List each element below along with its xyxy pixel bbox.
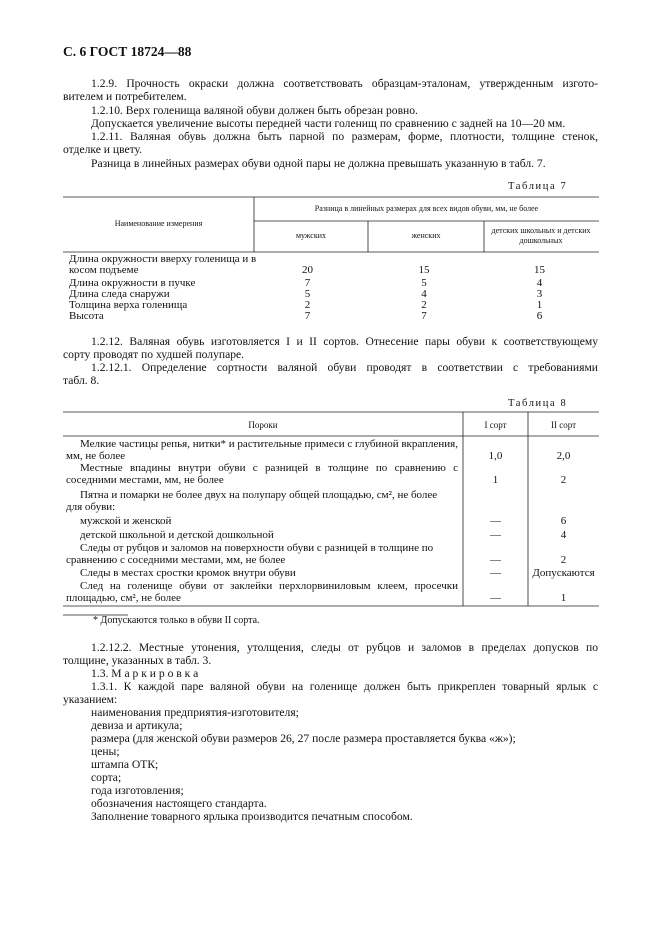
paragraph-1-2-12-1-line1: 1.2.12.1. Определение сортности валяной обуви проводят в соответствии с требованиями xyxy=(91,361,598,374)
paragraph-1-2-10: 1.2.10. Верх голенища валяной обуви должен быть обрезан ровно. xyxy=(91,104,418,117)
table8-head-grade2: II сорт xyxy=(550,420,577,430)
table7-row-name: Высота xyxy=(69,310,104,322)
table8-cell: — xyxy=(490,529,501,541)
paragraph-1-2-11-line1: 1.2.11. Валяная обувь должна быть парной по размерам, форме, плотности, толщине стенок, xyxy=(91,130,598,143)
table7-cell: 1 xyxy=(536,299,543,311)
table8-cell: 2 xyxy=(560,474,567,486)
paragraph-allowance: Допускается увеличение высоты передней части голенищ по сравнению с задней на 10—20 мм. xyxy=(91,117,566,130)
paragraph-1-2-11-line2: отделке и цвету. xyxy=(63,143,143,156)
table7-head-women: женских xyxy=(411,231,441,240)
list-item: девиза и артикула; xyxy=(91,719,183,732)
table7-cell: 3 xyxy=(536,288,543,300)
table8-row-text: След на голенище обуви от заклейки перхлорвиниловым клеем, просечки xyxy=(80,580,458,592)
table8-cell: Допускаются xyxy=(532,567,595,579)
table7-head-children: детских школьных и детских дошкольных xyxy=(491,226,591,245)
paragraph-1-3-1-line2: указанием: xyxy=(63,693,118,706)
table8-cell: 2,0 xyxy=(556,450,571,462)
table8-row-text: соседними местами, мм, не более xyxy=(66,474,224,486)
table7-cell: 7 xyxy=(304,310,311,322)
paragraph-1-2-12-line1: 1.2.12. Валяная обувь изготовляется I и II сортов. Отнесение пары обуви к соответствующему xyxy=(91,335,598,348)
table8-row-text: Следы от рубцов и заломов на поверхности обуви с разницей в толщине по xyxy=(80,542,434,554)
table8-row-text: для обуви: xyxy=(66,501,116,513)
list-item: года изготовления; xyxy=(91,784,184,797)
table7-cell: 2 xyxy=(421,299,427,311)
table7-caption: Таблица 7 xyxy=(508,181,568,192)
table8-row-text: мужской и женской xyxy=(80,515,172,527)
table7-cell: 6 xyxy=(536,310,543,322)
paragraph-1-2-12-2-line2: толщине, указанных в табл. 3. xyxy=(63,654,212,667)
table8-row-text: сравнению с соседними местами, мм, не более xyxy=(66,554,286,566)
list-item: цены; xyxy=(91,745,120,758)
table7-cell: 5 xyxy=(421,277,427,289)
list-item: размера (для женской обуви размеров 26, 27 после размера проставляется буква «ж»); xyxy=(91,732,516,745)
paragraph-1-2-9-line2: вителем и потребителем. xyxy=(63,90,187,103)
table8-cell: — xyxy=(490,515,501,527)
table7-cell: 4 xyxy=(421,288,427,300)
table8-head-defects: Пороки xyxy=(248,420,278,430)
table7-cell: 2 xyxy=(304,299,311,311)
table8-cell: 2 xyxy=(560,554,567,566)
paragraph-1-2-12-line2: сорту проводят по худшей полупаре. xyxy=(63,348,245,361)
table8-cell: — xyxy=(490,554,501,566)
paragraph-size-difference: Разница в линейных размерах обуви одной пары не должна превышать указанную в табл. 7. xyxy=(91,157,546,170)
table8-row-text: Местные впадины внутри обуви с разницей в толщине по сравнению с xyxy=(80,462,458,474)
table8-cell: 1 xyxy=(560,592,567,604)
table8-cell: 1 xyxy=(492,474,499,486)
paragraph-1-2-9-line1: 1.2.9. Прочность окраски должна соответствовать образцам-эталонам, утвержденным изгото- xyxy=(91,77,598,90)
list-item: сорта; xyxy=(91,771,122,784)
table7-cell: 15 xyxy=(418,264,430,276)
table8-caption: Таблица 8 xyxy=(508,398,568,409)
paragraph-label-filling: Заполнение товарного ярлыка производится печатным способом. xyxy=(91,810,413,823)
section-heading-marking: 1.3. М а р к и р о в к а xyxy=(91,667,199,680)
table7-cell: 4 xyxy=(536,277,543,289)
table7-cell: 7 xyxy=(304,277,311,289)
table8-footnote: * Допускаются только в обуви II сорта. xyxy=(93,615,260,626)
table7-cell: 15 xyxy=(534,264,545,276)
table7-cell: 20 xyxy=(302,264,313,276)
table8-cell: — xyxy=(490,592,501,604)
page-header: С. 6 ГОСТ 18724—88 xyxy=(63,44,192,59)
list-item: наименования предприятия-изготовителя; xyxy=(91,706,299,719)
table8-cell: — xyxy=(490,567,501,579)
table8-cell: 4 xyxy=(560,529,567,541)
table8-cell: 6 xyxy=(560,515,567,527)
table8-row-text: мм, не более xyxy=(66,450,126,462)
paragraph-1-2-12-2-line1: 1.2.12.2. Местные утонения, утолщения, следы от рубцов и заломов в пределах допусков по xyxy=(91,641,598,654)
table8-row-text: детской школьной и детской дошкольной xyxy=(80,529,274,541)
table7-row-name: Толщина верха голенища xyxy=(69,299,188,311)
table8-cell: 1,0 xyxy=(488,450,503,462)
table7-row-name: Длина окружности в пучке xyxy=(69,277,196,289)
table8-row-text: Мелкие частицы репья, нитки* и растительные примеси с глубиной вкрапления, xyxy=(80,438,458,450)
table7-row-name: Длина окружности вверху голенища и в косом подъеме xyxy=(69,253,257,276)
table8-row-text: Следы в местах сростки кромок внутри обуви xyxy=(80,567,296,579)
table7-head-group: Разница в линейных размерах для всех видов обуви, мм, не более xyxy=(314,204,539,213)
table8-row-text: площадью, см², не более xyxy=(66,592,181,604)
table7-head-men: мужских xyxy=(295,231,327,240)
list-item: обозначения настоящего стандарта. xyxy=(91,797,267,810)
paragraph-1-3-1-line1: 1.3.1. К каждой паре валяной обуви на голенище должен быть прикреплен товарный ярлык с xyxy=(91,680,598,693)
table7-cell: 7 xyxy=(421,310,427,322)
list-item: штампа ОТК; xyxy=(91,758,159,771)
table8-row-text: Пятна и помарки не более двух на полупару общей площадью, см², не более xyxy=(80,489,438,501)
table7-cell: 5 xyxy=(304,288,311,300)
paragraph-1-2-12-1-line2: табл. 8. xyxy=(63,374,100,387)
table8-head-grade1: I сорт xyxy=(484,420,507,430)
table7-row-name: Длина следа снаружи xyxy=(69,288,170,300)
table7-head-measure: Наименование измерения xyxy=(114,219,203,228)
